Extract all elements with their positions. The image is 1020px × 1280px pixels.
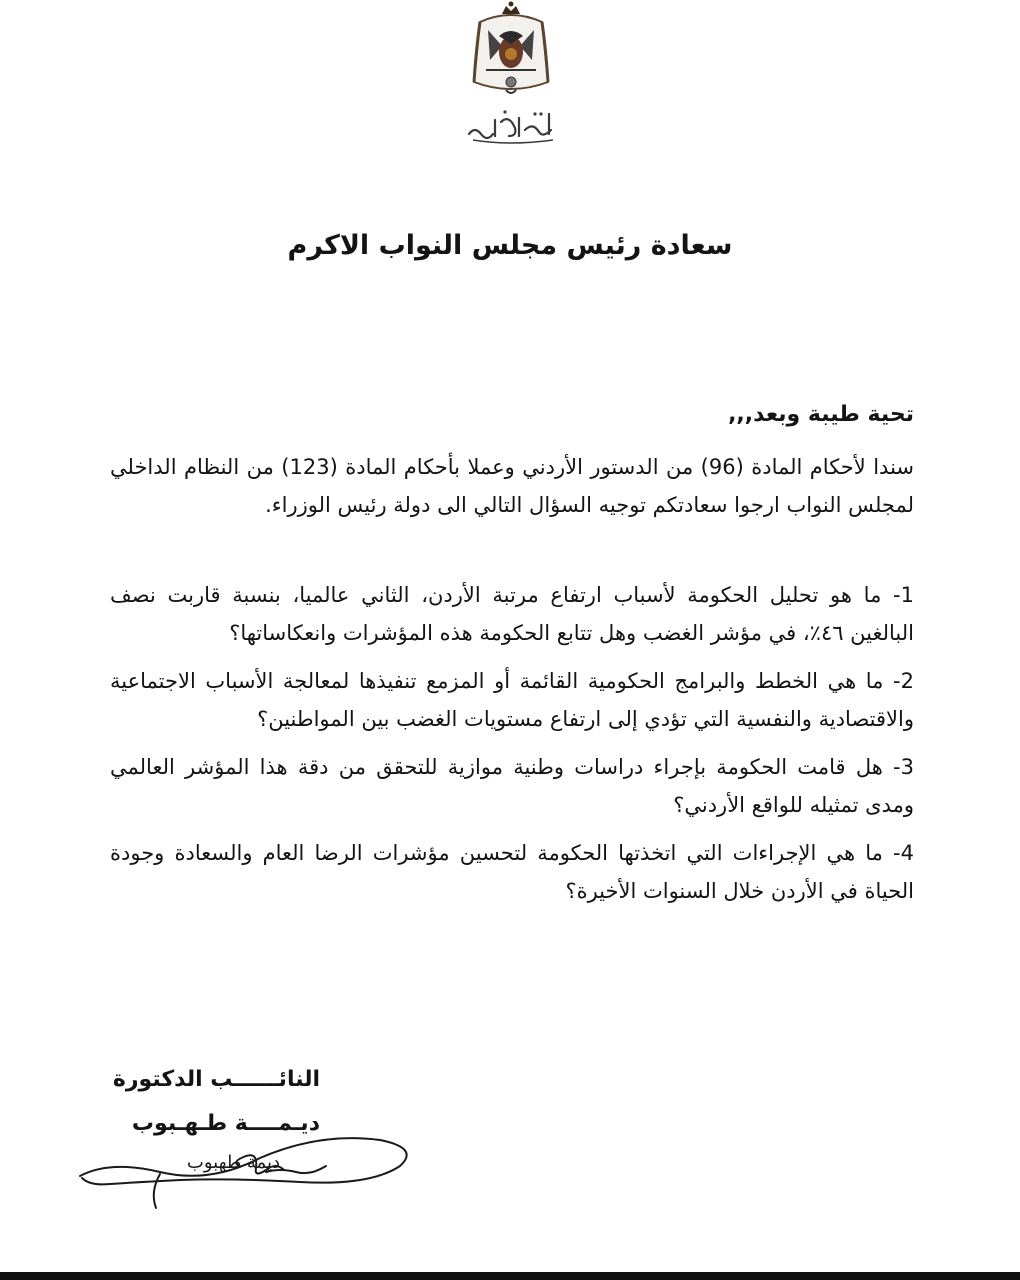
question-item: 2- ما هي الخطط والبرامج الحكومية القائمة أو المزمع تنفيذها لمعالجة الأسباب الاجتماعية والاقتصادية والنفسية التي تؤدي إلى ارتفاع مستويات الغضب بين المواطنين؟: [110, 669, 914, 731]
handwritten-signature: [70, 1122, 430, 1222]
signer-title: النائــــــب الدكتورة: [112, 1067, 320, 1092]
addressee-heading: سعادة رئيس مجلس النواب الاكرم: [287, 230, 733, 261]
council-logo: [455, 100, 565, 148]
intro-paragraph: سندا لأحكام المادة (96) من الدستور الأردني وعملا بأحكام المادة (123) من النظام الداخلي لمجلس النواب ارجوا سعادتكم توجيه السؤال التالي الى دولة رئيس الوزراء.: [110, 455, 914, 517]
question-item: 3- هل قامت الحكومة بإجراء دراسات وطنية موازية للتحقق من دقة هذا المؤشر العالمي ومدى تمثيله للواقع الأردني؟: [110, 755, 914, 817]
jordan-coat-of-arms-icon: [466, 0, 556, 100]
handwritten-signature-text: ديمة طهبوب: [186, 1152, 280, 1173]
signer-name: ديـمــــة طـهـبوب: [131, 1111, 320, 1136]
question-item: 1- ما هو تحليل الحكومة لأسباب ارتفاع مرتبة الأردن، الثاني عالميا، بنسبة قاربت نصف البالغين ٤٦٪، في مؤشر الغضب وهل تتابع الحكومة هذه المؤشرات وانعكاساتها؟: [110, 583, 914, 645]
questions-list: [110, 576, 914, 920]
bottom-border: [0, 1272, 1020, 1280]
greeting: تحية طيبة وبعد,,,: [728, 402, 914, 427]
question-item: 4- ما هي الإجراءات التي اتخذتها الحكومة لتحسين مؤشرات الرضا العام والسعادة وجودة الحياة في الأردن خلال السنوات الأخيرة؟: [110, 841, 914, 903]
